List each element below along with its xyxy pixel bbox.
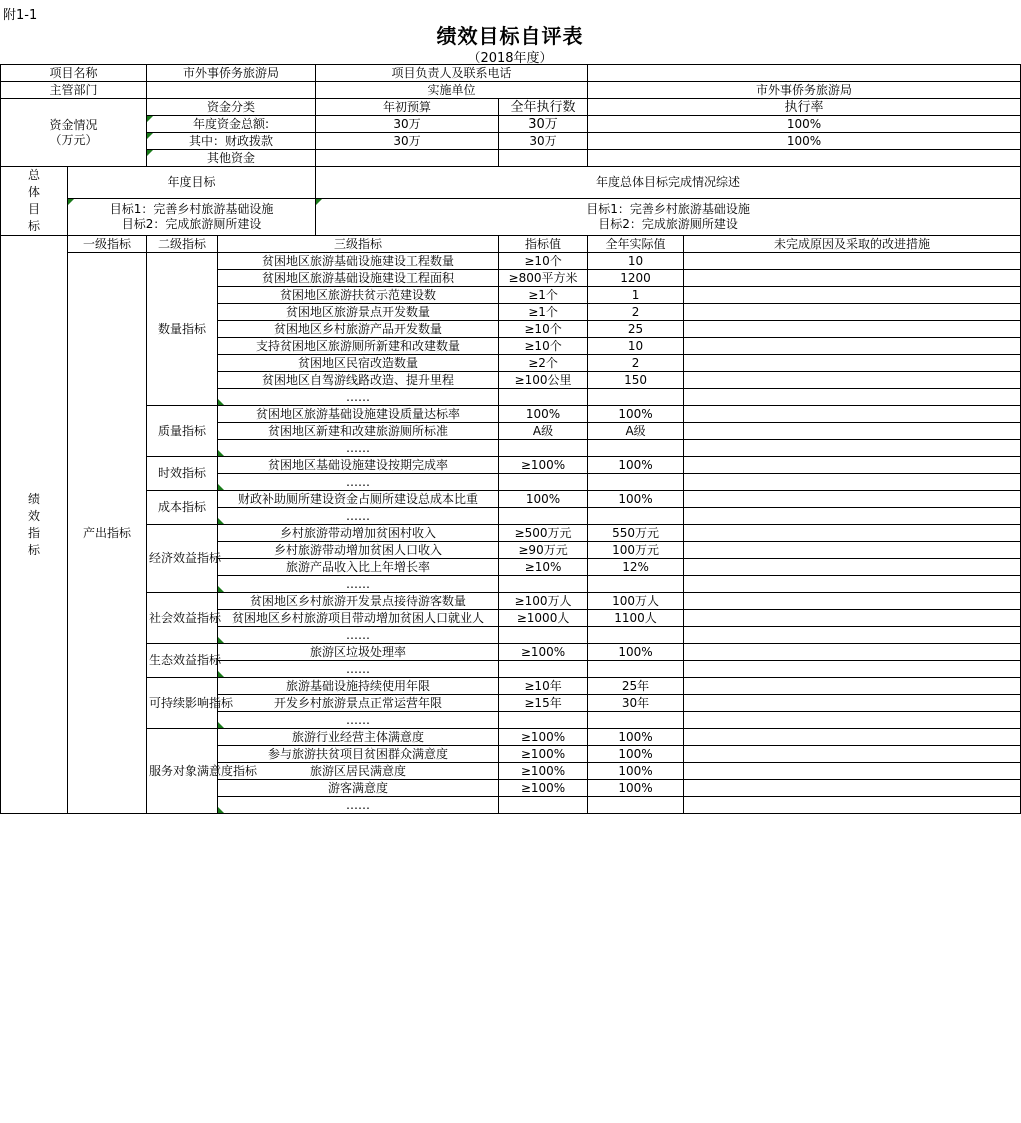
target-value[interactable]: ≥1个 bbox=[499, 287, 588, 304]
improvement-measure[interactable] bbox=[684, 287, 1021, 304]
target-value[interactable]: ≥100公里 bbox=[499, 372, 588, 389]
improvement-measure[interactable] bbox=[684, 542, 1021, 559]
funds-label: 资金情况 bbox=[49, 117, 98, 132]
actual-value[interactable] bbox=[588, 508, 684, 525]
actual-value[interactable]: 100% bbox=[588, 406, 684, 423]
target-value[interactable]: 100% bbox=[499, 491, 588, 508]
annual-goal-header: 年度目标 bbox=[68, 167, 316, 199]
table-row bbox=[1, 729, 1021, 746]
level3-ellipsis[interactable]: …… bbox=[218, 440, 499, 457]
level3-ellipsis[interactable]: …… bbox=[218, 661, 499, 678]
actual-value[interactable]: 1200 bbox=[588, 270, 684, 287]
col-reason: 未完成原因及采取的改进措施 bbox=[684, 236, 1021, 253]
col-target: 指标值 bbox=[499, 236, 588, 253]
improvement-measure[interactable] bbox=[684, 304, 1021, 321]
impl-unit-label: 实施单位 bbox=[316, 82, 588, 99]
contact-label: 项目负责人及联系电话 bbox=[316, 65, 588, 82]
level2-indicator: 数量指标 bbox=[147, 253, 218, 406]
level3-indicator[interactable]: 贫困地区旅游基础设施建设质量达标率 bbox=[218, 406, 499, 423]
funds-col-rate: 执行率 bbox=[588, 99, 1021, 116]
improvement-measure[interactable] bbox=[684, 661, 1021, 678]
actual-value[interactable]: 100% bbox=[588, 780, 684, 797]
funds-other-budget[interactable] bbox=[316, 150, 499, 167]
funds-unit: （万元） bbox=[49, 132, 98, 147]
actual-value[interactable]: 10 bbox=[588, 338, 684, 355]
level2-indicator: 服务对象满意度指标 bbox=[147, 729, 218, 814]
funds-total-executed[interactable]: 30万 bbox=[499, 116, 588, 133]
actual-value[interactable] bbox=[588, 576, 684, 593]
col-actual: 全年实际值 bbox=[588, 236, 684, 253]
target-value[interactable]: ≥100% bbox=[499, 763, 588, 780]
actual-value[interactable] bbox=[588, 440, 684, 457]
level3-ellipsis[interactable]: …… bbox=[218, 797, 499, 814]
annual-goal-2: 目标2：完成旅游厕所建设 bbox=[121, 217, 262, 232]
col-level1: 一级指标 bbox=[68, 236, 147, 253]
target-value[interactable]: ≥1个 bbox=[499, 304, 588, 321]
funds-col-executed: 全年执行数 bbox=[499, 99, 588, 116]
level3-indicator[interactable]: 旅游区垃圾处理率 bbox=[218, 644, 499, 661]
summary-goal-2: 目标2：完成旅游厕所建设 bbox=[598, 217, 738, 232]
target-value[interactable]: A级 bbox=[499, 423, 588, 440]
level3-indicator[interactable]: 乡村旅游带动增加贫困人口收入 bbox=[218, 542, 499, 559]
improvement-measure[interactable] bbox=[684, 355, 1021, 372]
annual-goal-1: 目标1：完善乡村旅游基础设施 bbox=[109, 202, 274, 217]
impl-unit-value[interactable]: 市外事侨务旅游局 bbox=[588, 82, 1021, 99]
actual-value[interactable]: 550万元 bbox=[588, 525, 684, 542]
level3-indicator[interactable]: 游客满意度 bbox=[218, 780, 499, 797]
actual-value[interactable]: 100% bbox=[588, 644, 684, 661]
level2-indicator: 经济效益指标 bbox=[147, 525, 218, 593]
contact-value[interactable] bbox=[588, 65, 1021, 82]
table-row bbox=[1, 525, 1021, 542]
improvement-measure[interactable] bbox=[684, 508, 1021, 525]
improvement-measure[interactable] bbox=[684, 678, 1021, 695]
level3-indicator[interactable]: 旅游区居民满意度 bbox=[218, 763, 499, 780]
target-value[interactable]: ≥500万元 bbox=[499, 525, 588, 542]
target-value[interactable]: ≥15年 bbox=[499, 695, 588, 712]
improvement-measure[interactable] bbox=[684, 593, 1021, 610]
funds-total-rate[interactable]: 100% bbox=[588, 116, 1021, 133]
improvement-measure[interactable] bbox=[684, 746, 1021, 763]
target-value[interactable]: ≥10个 bbox=[499, 338, 588, 355]
col-level2: 二级指标 bbox=[147, 236, 218, 253]
level3-indicator[interactable]: 贫困地区旅游基础设施建设工程数量 bbox=[218, 253, 499, 270]
funds-total-label: 年度资金总额: bbox=[147, 116, 316, 133]
improvement-measure[interactable] bbox=[684, 627, 1021, 644]
improvement-measure[interactable] bbox=[684, 695, 1021, 712]
level3-indicator[interactable]: 旅游基础设施持续使用年限 bbox=[218, 678, 499, 695]
col-level3: 三级指标 bbox=[218, 236, 499, 253]
actual-value[interactable]: A级 bbox=[588, 423, 684, 440]
target-value[interactable] bbox=[499, 797, 588, 814]
actual-value[interactable] bbox=[588, 661, 684, 678]
table-row bbox=[1, 457, 1021, 474]
funds-other-executed[interactable] bbox=[499, 150, 588, 167]
improvement-measure[interactable] bbox=[684, 321, 1021, 338]
actual-value[interactable]: 100% bbox=[588, 491, 684, 508]
funds-fiscal-executed[interactable]: 30万 bbox=[499, 133, 588, 150]
actual-value[interactable]: 10 bbox=[588, 253, 684, 270]
funds-col-category: 资金分类 bbox=[147, 99, 316, 116]
level3-indicator[interactable]: 贫困地区乡村旅游开发景点接待游客数量 bbox=[218, 593, 499, 610]
level3-indicator[interactable]: 贫困地区基础设施建设按期完成率 bbox=[218, 457, 499, 474]
improvement-measure[interactable] bbox=[684, 270, 1021, 287]
improvement-measure[interactable] bbox=[684, 457, 1021, 474]
level3-ellipsis[interactable]: …… bbox=[218, 627, 499, 644]
table-row bbox=[1, 406, 1021, 423]
project-name-value[interactable]: 市外事侨务旅游局 bbox=[147, 65, 316, 82]
level3-ellipsis[interactable]: …… bbox=[218, 389, 499, 406]
target-value[interactable] bbox=[499, 627, 588, 644]
actual-value[interactable]: 100% bbox=[588, 763, 684, 780]
page-title: 绩效目标自评表 bbox=[436, 24, 584, 48]
level3-indicator[interactable]: 贫困地区乡村旅游产品开发数量 bbox=[218, 321, 499, 338]
level3-indicator[interactable]: 贫困地区新建和改建旅游厕所标准 bbox=[218, 423, 499, 440]
annual-goal-text[interactable] bbox=[68, 199, 316, 236]
funds-other-label: 其他资金 bbox=[147, 150, 316, 167]
summary-header: 年度总体目标完成情况综述 bbox=[316, 167, 1021, 199]
target-value[interactable]: ≥100% bbox=[499, 729, 588, 746]
level3-indicator[interactable]: 贫困地区乡村旅游项目带动增加贫困人口就业人 bbox=[218, 610, 499, 627]
table-row bbox=[1, 678, 1021, 695]
improvement-measure[interactable] bbox=[684, 440, 1021, 457]
target-value[interactable]: ≥10个 bbox=[499, 253, 588, 270]
level3-ellipsis[interactable]: …… bbox=[218, 474, 499, 491]
actual-value[interactable]: 100万元 bbox=[588, 542, 684, 559]
level3-indicator[interactable]: 贫困地区旅游景点开发数量 bbox=[218, 304, 499, 321]
improvement-measure[interactable] bbox=[684, 763, 1021, 780]
summary-goal-1: 目标1：完善乡村旅游基础设施 bbox=[586, 202, 750, 217]
level2-indicator: 质量指标 bbox=[147, 406, 218, 457]
level3-indicator[interactable]: 开发乡村旅游景点正常运营年限 bbox=[218, 695, 499, 712]
target-value[interactable]: ≥100% bbox=[499, 457, 588, 474]
level3-ellipsis[interactable]: …… bbox=[218, 712, 499, 729]
level3-ellipsis[interactable]: …… bbox=[218, 508, 499, 525]
dept-label: 主管部门 bbox=[1, 82, 147, 99]
actual-value[interactable]: 150 bbox=[588, 372, 684, 389]
overall-goal-label: 总体目标 bbox=[1, 167, 68, 236]
level3-indicator[interactable]: 贫困地区旅游扶贫示范建设数 bbox=[218, 287, 499, 304]
performance-indicator-label: 绩效指标 bbox=[1, 236, 68, 814]
level3-indicator[interactable]: 贫困地区民宿改造数量 bbox=[218, 355, 499, 372]
improvement-measure[interactable] bbox=[684, 253, 1021, 270]
actual-value[interactable]: 100% bbox=[588, 729, 684, 746]
self-evaluation-table bbox=[0, 64, 1021, 814]
level2-indicator: 生态效益指标 bbox=[147, 644, 218, 678]
actual-value[interactable]: 2 bbox=[588, 304, 684, 321]
attachment-label: 附1-1 bbox=[3, 8, 38, 23]
actual-value[interactable] bbox=[588, 389, 684, 406]
target-value[interactable]: ≥100% bbox=[499, 780, 588, 797]
actual-value[interactable]: 2 bbox=[588, 355, 684, 372]
actual-value[interactable] bbox=[588, 797, 684, 814]
improvement-measure[interactable] bbox=[684, 423, 1021, 440]
improvement-measure[interactable] bbox=[684, 525, 1021, 542]
level3-indicator[interactable]: 旅游行业经营主体满意度 bbox=[218, 729, 499, 746]
improvement-measure[interactable] bbox=[684, 712, 1021, 729]
table-row bbox=[1, 593, 1021, 610]
level3-indicator[interactable]: 贫困地区自驾游线路改造、提升里程 bbox=[218, 372, 499, 389]
page-subtitle: （2018年度） bbox=[467, 51, 553, 66]
table-row bbox=[1, 253, 1021, 270]
actual-value[interactable]: 100% bbox=[588, 457, 684, 474]
target-value[interactable]: ≥90万元 bbox=[499, 542, 588, 559]
improvement-measure[interactable] bbox=[684, 644, 1021, 661]
improvement-measure[interactable] bbox=[684, 797, 1021, 814]
table-row bbox=[1, 491, 1021, 508]
level3-indicator[interactable]: 支持贫困地区旅游厕所新建和改建数量 bbox=[218, 338, 499, 355]
target-value[interactable] bbox=[499, 440, 588, 457]
summary-text[interactable] bbox=[316, 199, 1021, 236]
project-name-label: 项目名称 bbox=[1, 65, 147, 82]
level3-indicator[interactable]: 乡村旅游带动增加贫困村收入 bbox=[218, 525, 499, 542]
target-value[interactable]: ≥100% bbox=[499, 746, 588, 763]
improvement-measure[interactable] bbox=[684, 491, 1021, 508]
improvement-measure[interactable] bbox=[684, 372, 1021, 389]
actual-value[interactable]: 12% bbox=[588, 559, 684, 576]
target-value[interactable] bbox=[499, 712, 588, 729]
improvement-measure[interactable] bbox=[684, 780, 1021, 797]
actual-value[interactable]: 25年 bbox=[588, 678, 684, 695]
target-value[interactable]: ≥100万人 bbox=[499, 593, 588, 610]
actual-value[interactable] bbox=[588, 627, 684, 644]
funds-fiscal-budget[interactable]: 30万 bbox=[316, 133, 499, 150]
improvement-measure[interactable] bbox=[684, 338, 1021, 355]
target-value[interactable]: ≥100% bbox=[499, 644, 588, 661]
actual-value[interactable]: 30年 bbox=[588, 695, 684, 712]
improvement-measure[interactable] bbox=[684, 559, 1021, 576]
target-value[interactable]: ≥1000人 bbox=[499, 610, 588, 627]
level1-output-indicator: 产出指标 bbox=[68, 253, 147, 814]
actual-value[interactable]: 100% bbox=[588, 746, 684, 763]
actual-value[interactable] bbox=[588, 474, 684, 491]
improvement-measure[interactable] bbox=[684, 474, 1021, 491]
funds-label-cell bbox=[1, 99, 147, 167]
level3-indicator[interactable]: 财政补助厕所建设资金占厕所建设总成本比重 bbox=[218, 491, 499, 508]
funds-total-budget[interactable]: 30万 bbox=[316, 116, 499, 133]
actual-value[interactable]: 100万人 bbox=[588, 593, 684, 610]
actual-value[interactable]: 1100人 bbox=[588, 610, 684, 627]
target-value[interactable]: ≥10个 bbox=[499, 321, 588, 338]
improvement-measure[interactable] bbox=[684, 610, 1021, 627]
improvement-measure[interactable] bbox=[684, 576, 1021, 593]
funds-fiscal-label: 其中：财政拨款 bbox=[147, 133, 316, 150]
improvement-measure[interactable] bbox=[684, 406, 1021, 423]
level3-indicator[interactable]: 贫困地区旅游基础设施建设工程面积 bbox=[218, 270, 499, 287]
dept-value[interactable] bbox=[147, 82, 316, 99]
target-value[interactable]: ≥10年 bbox=[499, 678, 588, 695]
level3-indicator[interactable]: 旅游产品收入比上年增长率 bbox=[218, 559, 499, 576]
target-value[interactable] bbox=[499, 389, 588, 406]
level3-ellipsis[interactable]: …… bbox=[218, 576, 499, 593]
target-value[interactable] bbox=[499, 661, 588, 678]
target-value[interactable] bbox=[499, 508, 588, 525]
target-value[interactable] bbox=[499, 474, 588, 491]
improvement-measure[interactable] bbox=[684, 729, 1021, 746]
target-value[interactable]: ≥2个 bbox=[499, 355, 588, 372]
actual-value[interactable]: 1 bbox=[588, 287, 684, 304]
target-value[interactable]: ≥10% bbox=[499, 559, 588, 576]
target-value[interactable] bbox=[499, 576, 588, 593]
level2-indicator: 时效指标 bbox=[147, 457, 218, 491]
level2-indicator: 可持续影响指标 bbox=[147, 678, 218, 729]
actual-value[interactable]: 25 bbox=[588, 321, 684, 338]
target-value[interactable]: ≥800平方米 bbox=[499, 270, 588, 287]
funds-col-budget: 年初预算 bbox=[316, 99, 499, 116]
level3-indicator[interactable]: 参与旅游扶贫项目贫困群众满意度 bbox=[218, 746, 499, 763]
level2-indicator: 社会效益指标 bbox=[147, 593, 218, 644]
table-row bbox=[1, 644, 1021, 661]
actual-value[interactable] bbox=[588, 712, 684, 729]
target-value[interactable]: 100% bbox=[499, 406, 588, 423]
improvement-measure[interactable] bbox=[684, 389, 1021, 406]
funds-other-rate[interactable] bbox=[588, 150, 1021, 167]
level2-indicator: 成本指标 bbox=[147, 491, 218, 525]
funds-fiscal-rate[interactable]: 100% bbox=[588, 133, 1021, 150]
